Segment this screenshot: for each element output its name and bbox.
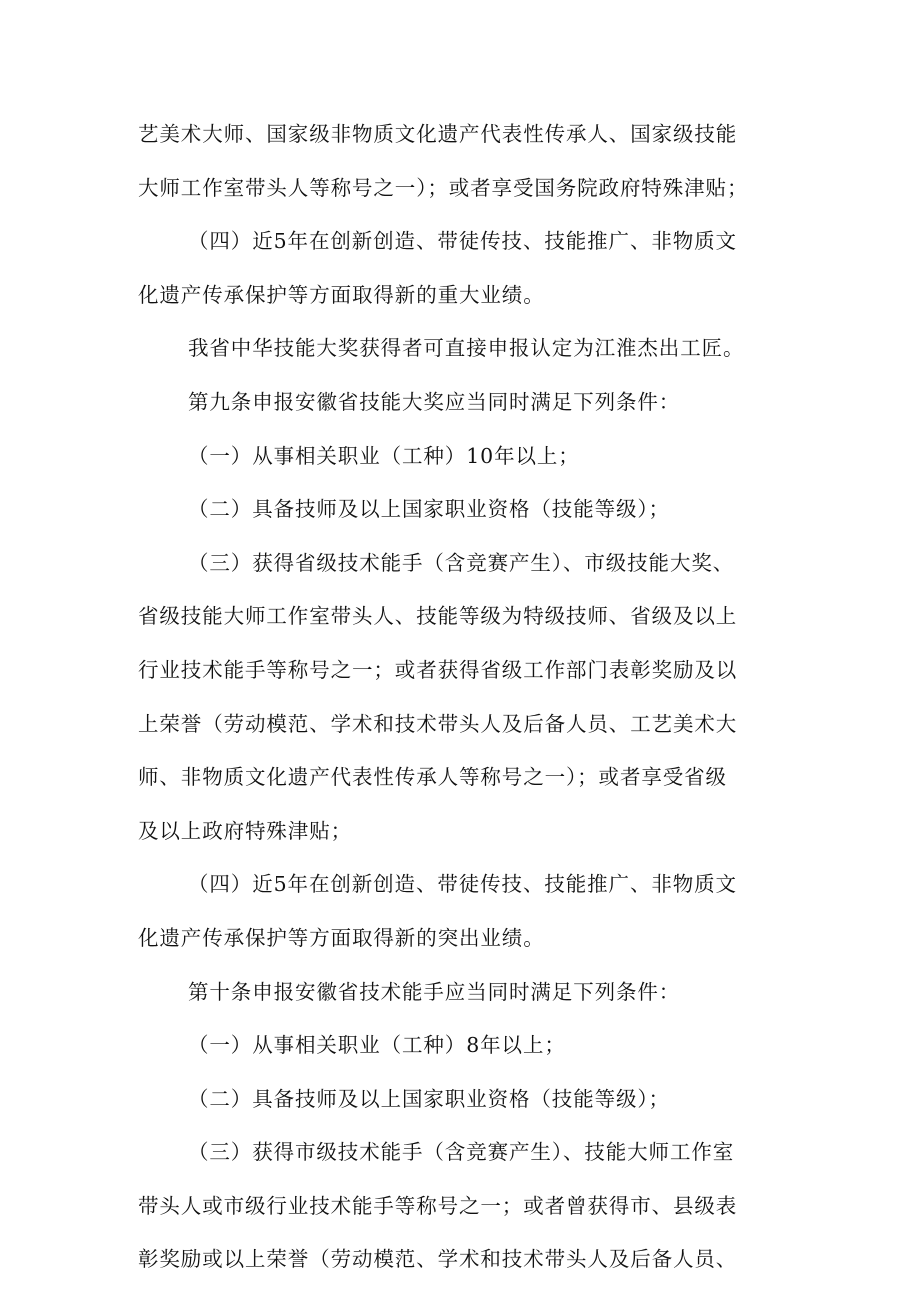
text-line-15: （四）近5年在创新创造、带徒传技、技能推广、非物质文 xyxy=(188,872,737,897)
text-line-21: 带头人或市级行业技术能手等称号之一；或者曾获得市、县级表 xyxy=(138,1193,738,1218)
text-line-22: 彰奖励或以上荣誉（劳动模范、学术和技术带头人及后备人员、 xyxy=(138,1247,738,1272)
text-line-16: 化遗产传承保护等方面取得新的突出业绩。 xyxy=(138,925,545,950)
text-line-18: （一）从事相关职业（工种）8年以上； xyxy=(188,1033,566,1058)
text-line-19: （二）具备技师及以上国家职业资格（技能等级）； xyxy=(188,1086,670,1111)
text-line-9: （三）获得省级技术能手（含竞赛产生）、市级技能大奖、 xyxy=(188,550,735,575)
article-10-heading: 第十条申报安徽省技术能手应当同时满足下列条件： xyxy=(188,979,681,1004)
text-line-20: （三）获得市级技术能手（含竞赛产生）、技能大师工作室 xyxy=(188,1140,735,1165)
document-body xyxy=(138,108,788,1287)
text-line-1: 艺美术大师、国家级非物质文化遗产代表性传承人、国家级技能 xyxy=(138,122,738,146)
text-line-3: （四）近5年在创新创造、带徒传技、技能推广、非物质文 xyxy=(188,229,737,254)
text-line-5: 我省中华技能大奖获得者可直接申报认定为江淮杰出工匠。 xyxy=(188,336,745,361)
text-line-7: （一）从事相关职业（工种）10年以上； xyxy=(188,443,580,468)
text-line-8: （二）具备技师及以上国家职业资格（技能等级）； xyxy=(188,497,670,522)
text-line-2: 大师工作室带头人等称号之一）；或者享受国务院政府特殊津贴； xyxy=(138,175,749,200)
text-line-4: 化遗产传承保护等方面取得新的重大业绩。 xyxy=(138,282,545,307)
text-line-11: 行业技术能手等称号之一；或者获得省级工作部门表彰奖励及以 xyxy=(138,657,738,682)
text-line-14: 及以上政府特殊津贴； xyxy=(138,818,352,843)
text-line-10: 省级技能大师工作室带头人、技能等级为特级技师、省级及以上 xyxy=(138,604,738,629)
text-line-12: 上荣誉（劳动模范、学术和技术带头人及后备人员、工艺美术大 xyxy=(138,711,738,736)
article-9-heading: 第九条申报安徽省技能大奖应当同时满足下列条件： xyxy=(188,389,681,414)
text-line-13: 师、非物质文化遗产代表性传承人等称号之一）；或者享受省级 xyxy=(138,765,727,790)
